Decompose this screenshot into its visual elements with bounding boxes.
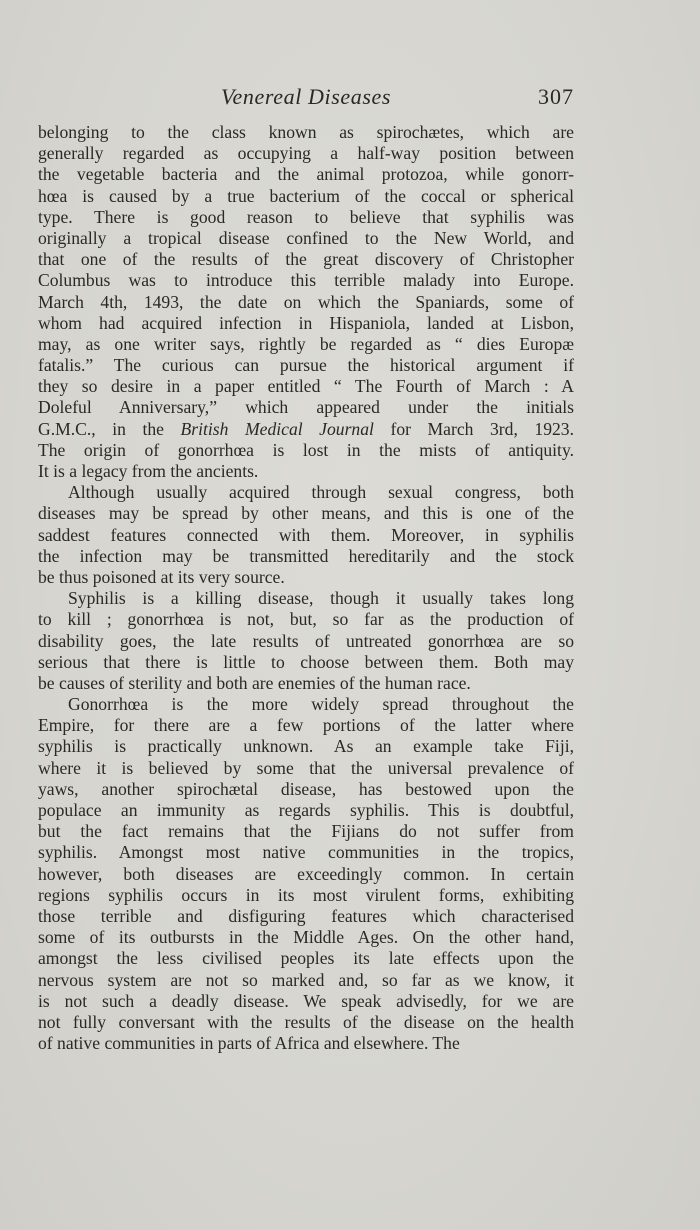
text-line: Although usually acquired through sexual congress, both <box>68 482 574 503</box>
paragraph <box>38 482 574 588</box>
text-line: is not such a deadly disease. We speak advisedly, for we are <box>38 990 574 1011</box>
text-line: disability goes, the late results of untreated gonorrhœa are so <box>38 630 574 651</box>
text-line: belonging to the class known as spirochætes, which are <box>38 122 574 142</box>
text-line: the vegetable bacteria and the animal protozoa, while gonorr- <box>38 164 574 185</box>
text-line: hœa is caused by a true bacterium of the coccal or spherical <box>38 185 574 206</box>
text-line: the infection may be transmitted hereditarily and the stock <box>38 545 574 566</box>
text-line: they so desire in a paper entitled “ The Fourth of March : A <box>38 376 574 397</box>
text-line: yaws, another spirochætal disease, has bestowed upon the <box>38 778 574 799</box>
text-line: but the fact remains that the Fijians do not suffer from <box>38 821 574 842</box>
text-line: saddest features connected with them. Moreover, in syphilis <box>38 524 574 545</box>
text-line: serious that there is little to choose between them. Both may <box>38 651 574 672</box>
text-line: however, both diseases are exceedingly common. In certain <box>38 863 574 884</box>
text-line: generally regarded as occupying a half-way position between <box>38 143 574 164</box>
text-line: to kill ; gonorrhœa is not, but, so far as the production of <box>38 609 574 630</box>
body-text <box>38 122 574 1054</box>
paragraph <box>38 588 574 694</box>
page-header <box>38 84 574 114</box>
text-line: may, as one writer says, rightly be regarded as “ dies Europæ <box>38 333 574 354</box>
text-line: be causes of sterility and both are enemies of the human race. <box>38 672 471 693</box>
text-line: of native communities in parts of Africa and elsewhere. The <box>38 1033 460 1054</box>
text-line: whom had acquired infection in Hispaniola, landed at Lisbon, <box>38 312 574 333</box>
text-line: Empire, for there are a few portions of the latter where <box>38 715 574 736</box>
paragraph <box>38 694 574 1054</box>
text-line: some of its outbursts in the Middle Ages. On the other hand, <box>38 927 574 948</box>
text-line: It is a legacy from the ancients. <box>38 461 259 481</box>
text-line: that one of the results of the great discovery of Christopher <box>38 249 574 270</box>
text-line: Gonorrhœa is the more widely spread throughout the <box>68 694 574 715</box>
text-line: Syphilis is a killing disease, though it usually takes long <box>68 588 574 609</box>
text-line: syphilis is practically unknown. As an example take Fiji, <box>38 736 574 757</box>
text-line: those terrible and disfiguring features which characterised <box>38 905 574 926</box>
text-line: regions syphilis occurs in its most virulent forms, exhibiting <box>38 884 574 905</box>
text-line: amongst the less civilised peoples its late effects upon the <box>38 948 574 969</box>
text-line: diseases may be spread by other means, and this is one of the <box>38 503 574 524</box>
text-line: where it is believed by some that the universal prevalence of <box>38 757 574 778</box>
text-line: type. There is good reason to believe that syphilis was <box>38 206 574 227</box>
text-line: fatalis.” The curious can pursue the historical argument if <box>38 355 574 376</box>
running-title: Venereal Diseases <box>220 84 392 109</box>
text-line: nervous system are not so marked and, so far as we know, it <box>38 969 574 990</box>
text-line: Columbus was to introduce this terrible malady into Europe. <box>38 270 574 291</box>
text-line: originally a tropical disease confined to the New World, and <box>38 227 574 248</box>
text-line: be thus poisoned at its very source. <box>38 566 285 587</box>
text-line: G.M.C., in the British Medical Journal for March 3rd, 1923. <box>38 418 574 439</box>
text-line: populace an immunity as regards syphilis. This is doubtful, <box>38 800 574 820</box>
text-line: syphilis. Amongst most native communities in the tropics, <box>38 842 574 863</box>
text-line: not fully conversant with the results of the disease on the health <box>38 1011 574 1032</box>
page-number: 307 <box>538 84 574 109</box>
text-line: Doleful Anniversary,” which appeared under the initials <box>38 397 574 418</box>
text-line: March 4th, 1493, the date on which the Spaniards, some of <box>38 291 574 312</box>
text-line: The origin of gonorrhœa is lost in the mists of antiquity. <box>38 439 574 460</box>
paragraph <box>38 122 574 482</box>
